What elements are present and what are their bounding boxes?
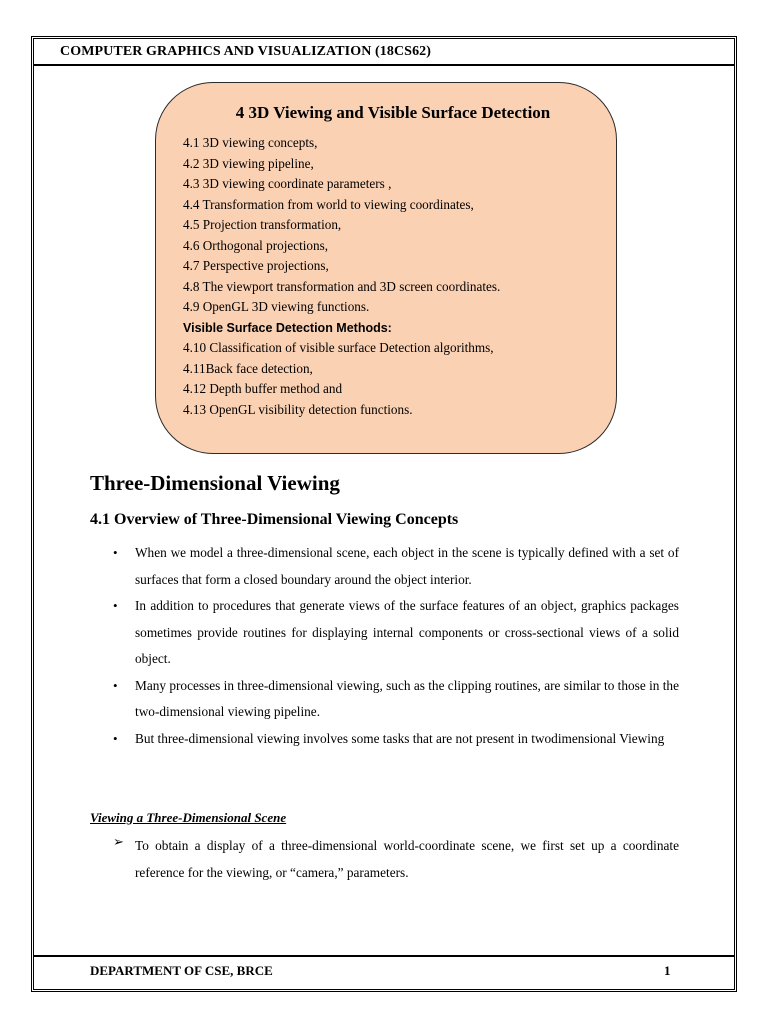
topic-item: 4.2 3D viewing pipeline, bbox=[183, 155, 314, 171]
page-header-title: COMPUTER GRAPHICS AND VISUALIZATION (18CS62) bbox=[60, 44, 432, 59]
topic-item: 4.6 Orthogonal projections, bbox=[183, 237, 329, 253]
topic-subheading: Visible Surface Detection Methods: bbox=[183, 320, 392, 335]
bullet-item: • In addition to procedures that generate views of the surface features of an object, graphics packages sometimes provide routines for displaying internal components or cross-sectional views of a solid object. bbox=[135, 593, 679, 673]
section-heading: Three-Dimensional Viewing bbox=[90, 471, 340, 495]
arrow-bullet-icon: ➢ bbox=[113, 834, 124, 849]
viewing-scene-item: To obtain a display of a three-dimensional world-coordinate scene, we first set up a coordinate reference for the viewing, or “camera,” parameters. bbox=[135, 838, 679, 880]
topic-item: 4.3 3D viewing coordinate parameters , bbox=[183, 176, 392, 191]
topic-box-title: 4 3D Viewing and Visible Surface Detection bbox=[235, 103, 551, 122]
viewing-scene-heading: Viewing a Three-Dimensional Scene bbox=[90, 810, 287, 825]
topic-item: 4.11Back face detection, bbox=[183, 360, 313, 376]
page-number: 1 bbox=[664, 963, 671, 978]
topic-item: 4.5 Projection transformation, bbox=[183, 217, 342, 232]
bullet-item: • Many processes in three-dimensional viewing, such as the clipping routines, are similar to those in the two-dimensional viewing pipeline. bbox=[135, 673, 679, 726]
footer-divider bbox=[33, 955, 735, 957]
topic-list bbox=[183, 133, 500, 420]
topic-item: 4.8 The viewport transformation and 3D screen coordinates. bbox=[183, 278, 501, 294]
header-divider bbox=[33, 64, 735, 66]
topic-item: 4.10 Classification of visible surface Detection algorithms, bbox=[183, 340, 494, 355]
topic-item: 4.1 3D viewing concepts, bbox=[183, 135, 318, 150]
concept-bullet-list bbox=[135, 540, 679, 752]
bullet-item: • But three-dimensional viewing involves some tasks that are not present in twodimensional Viewing bbox=[135, 726, 679, 753]
topic-item: 4.9 OpenGL 3D viewing functions. bbox=[183, 299, 370, 314]
bullet-item: • When we model a three-dimensional scene, each object in the scene is typically defined with a set of surfaces that form a closed boundary around the object interior. bbox=[135, 540, 679, 593]
topic-item: 4.7 Perspective projections, bbox=[183, 258, 329, 273]
topic-item: 4.13 OpenGL visibility detection functions. bbox=[183, 401, 413, 417]
topic-item: 4.4 Transformation from world to viewing coordinates, bbox=[183, 196, 474, 212]
footer-department: DEPARTMENT OF CSE, BRCE bbox=[90, 963, 273, 978]
section-subheading: 4.1 Overview of Three-Dimensional Viewing Concepts bbox=[90, 511, 459, 528]
topic-item: 4.12 Depth buffer method and bbox=[183, 381, 343, 396]
